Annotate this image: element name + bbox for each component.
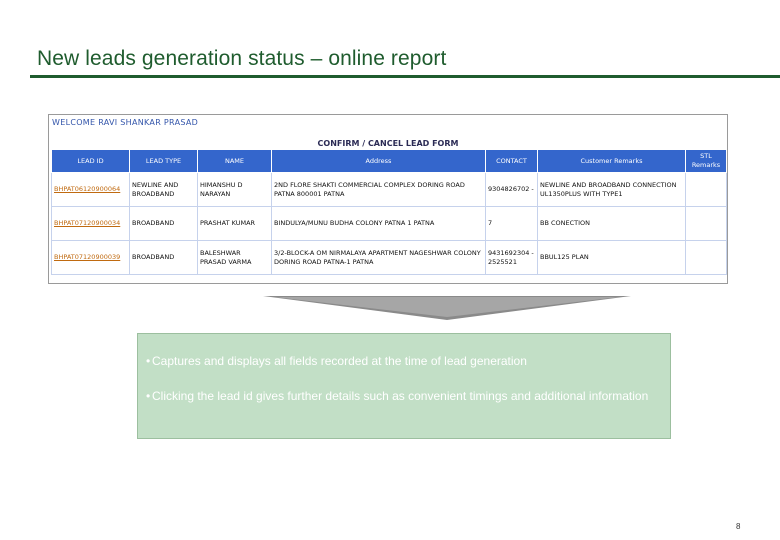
column-header: STL Remarks — [686, 150, 727, 173]
address-cell: 2ND FLORE SHAKTI COMMERCIAL COMPLEX DORING ROAD PATNA 800001 PATNA — [272, 173, 486, 207]
title-underline — [30, 75, 780, 78]
lead-id-link[interactable]: BHPAT07120900034 — [52, 207, 130, 241]
table-row — [52, 207, 727, 241]
table-header-row — [52, 150, 727, 173]
bullet-dot-icon: • — [146, 389, 151, 403]
column-header: Customer Remarks — [538, 150, 686, 173]
address-cell: BINDULYA/MUNU BUDHA COLONY PATNA 1 PATNA — [272, 207, 486, 241]
stl-remarks-cell — [686, 173, 727, 207]
customer-remarks-cell: NEWLINE AND BROADBAND CONNECTION UL1350PLUS WITH TYPE1 — [538, 173, 686, 207]
contact-cell: 9304826702 - — [486, 173, 538, 207]
address-cell: 3/2-BLOCK-A OM NIRMALAYA APARTMENT NAGESHWAR COLONY DORING ROAD PATNA-1 PATNA — [272, 241, 486, 275]
welcome-text: WELCOME RAVI SHANKAR PRASAD — [52, 118, 199, 127]
name-cell: PRASHAT KUMAR — [198, 207, 272, 241]
lead-type-cell: BROADBAND — [130, 207, 198, 241]
lead-id-link[interactable]: BHPAT06120900064 — [52, 173, 130, 207]
column-header: NAME — [198, 150, 272, 173]
slide-title: New leads generation status – online report — [37, 47, 447, 70]
lead-form-screenshot — [48, 114, 728, 284]
form-title: CONFIRM / CANCEL LEAD FORM — [317, 139, 459, 148]
stl-remarks-cell — [686, 241, 727, 275]
leads-table — [51, 149, 727, 275]
callout-box — [137, 333, 671, 439]
contact-cell: 7 — [486, 207, 538, 241]
column-header: CONTACT — [486, 150, 538, 173]
customer-remarks-cell: BBUL125 PLAN — [538, 241, 686, 275]
table-row — [52, 241, 727, 275]
contact-cell: 9431692304 - 2525521 — [486, 241, 538, 275]
column-header: Address — [272, 150, 486, 173]
down-arrow-highlight — [275, 297, 619, 317]
bullet-text: Clicking the lead id gives further details such as convenient timings and additional information — [152, 389, 649, 403]
customer-remarks-cell: BB CONECTION — [538, 207, 686, 241]
name-cell: HIMANSHU D NARAYAN — [198, 173, 272, 207]
lead-id-link[interactable]: BHPAT07120900039 — [52, 241, 130, 275]
callout-bullet — [146, 389, 666, 404]
bullet-text: Captures and displays all fields recorded at the time of lead generation — [152, 354, 527, 368]
lead-type-cell: NEWLINE AND BROADBAND — [130, 173, 198, 207]
callout-bullet — [146, 354, 666, 369]
bullet-dot-icon: • — [146, 354, 151, 368]
column-header: LEAD TYPE — [130, 150, 198, 173]
name-cell: BALESHWAR PRASAD VARMA — [198, 241, 272, 275]
column-header: LEAD ID — [52, 150, 130, 173]
lead-type-cell: BROADBAND — [130, 241, 198, 275]
stl-remarks-cell — [686, 207, 727, 241]
page-number: 8 — [736, 522, 741, 531]
table-row — [52, 173, 727, 207]
